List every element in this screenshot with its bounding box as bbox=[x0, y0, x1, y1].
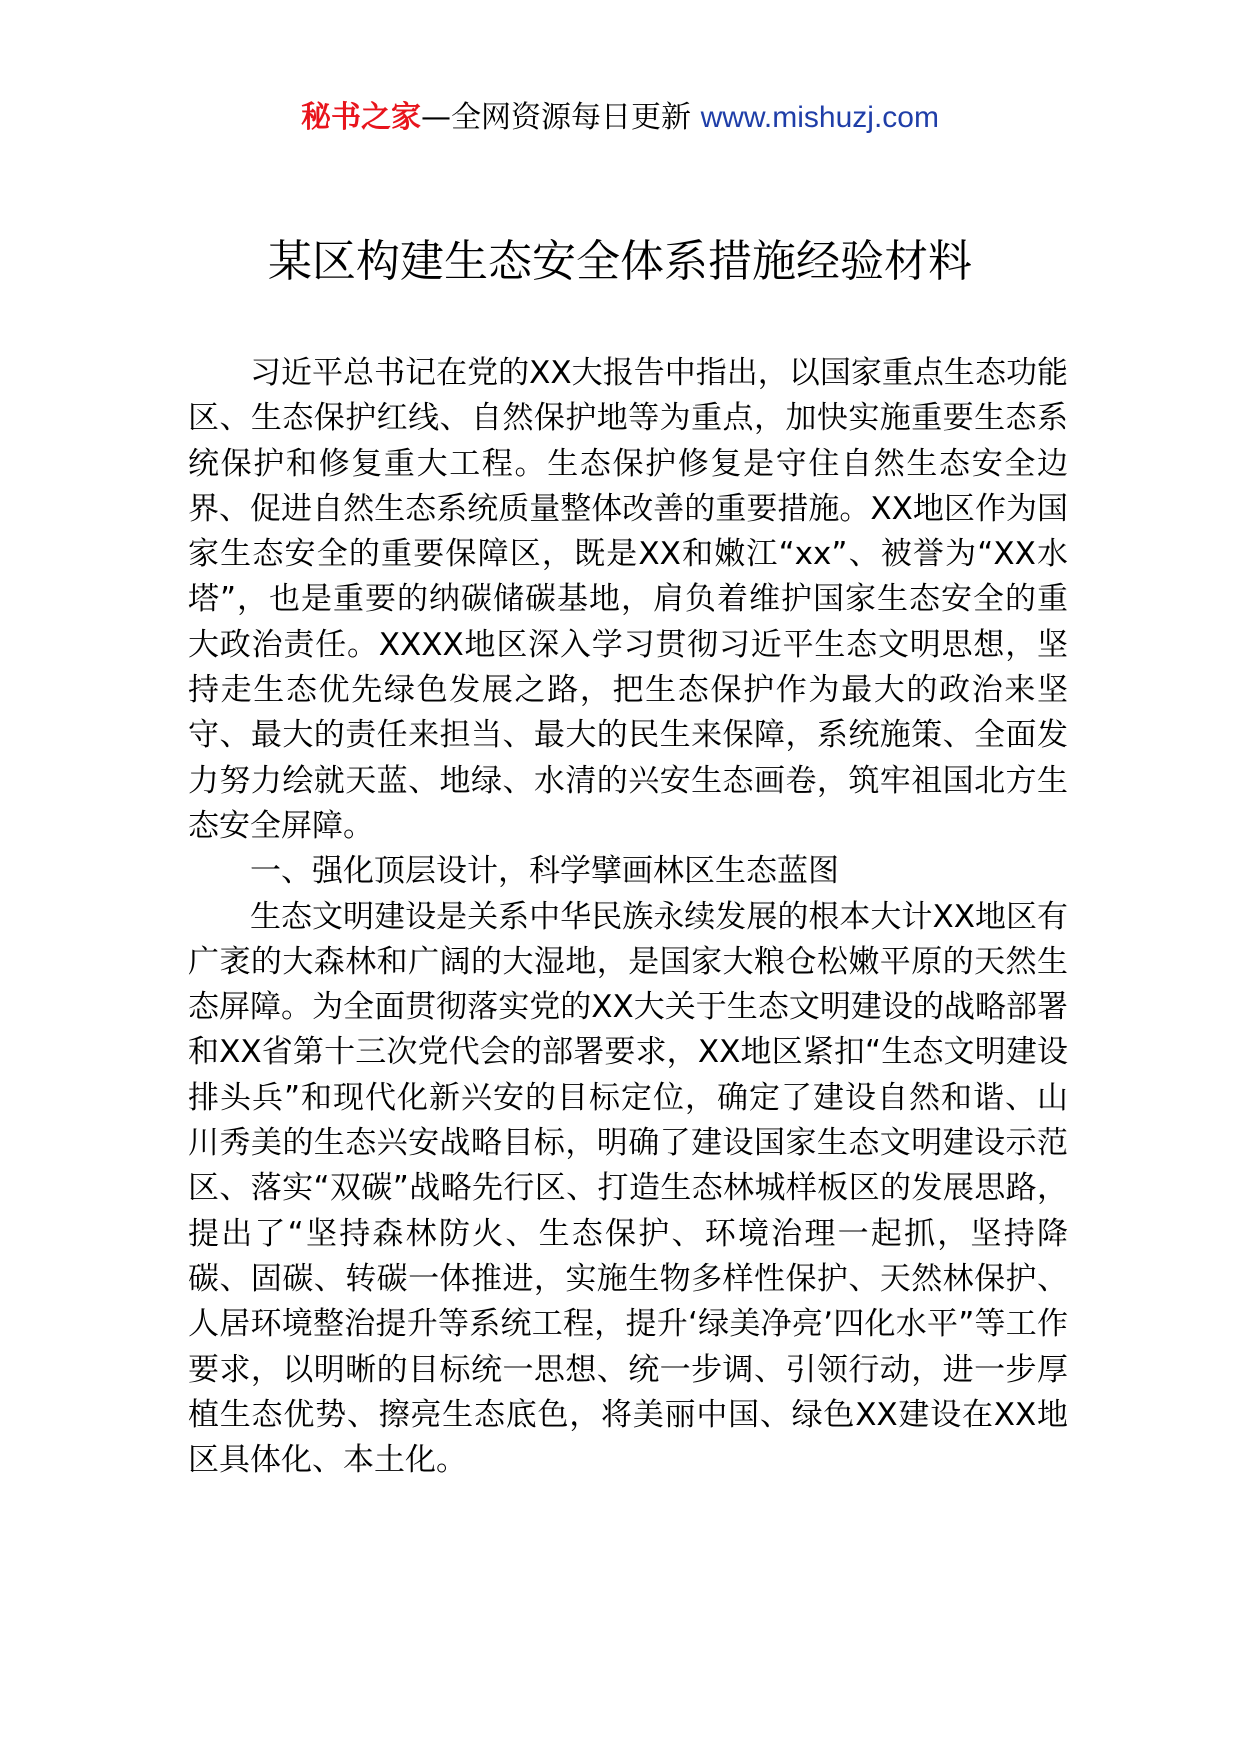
section-heading: 一、强化顶层设计，科学擘画林区生态蓝图 bbox=[250, 853, 839, 890]
intro-paragraph: 习近平总书记在党的XX大报告中指出，以国家重点生态功能区、生态保护红线、自然保护地等为重点，加快实施重要生态系统保护和修复重大工程。生态保护修复是守住自然生态安全边界、促进自然生态系统质量整体改善的重要措施。XX地区作为国家生态安全的重要保障区，既是XX和嫩江“xx”、被誉为“XX水塔”，也是重要的纳碳储碳基地，肩负着维护国家生态安全的重大政治责任。XXXX地区深入学习贯彻习近平生态文明思想，坚持走生态优先绿色发展之路，把生态保护作为最大的政治来坚守、最大的责任来担当、最大的民生来保障，系统施策、全面发力努力绘就天蓝、地绿、水清的兴安生态画卷，筑牢祖国北方生态安全屏障。 bbox=[188, 355, 1068, 844]
site-tagline: —全网资源每日更新 bbox=[421, 100, 692, 135]
document-title: 某区构建生态安全体系措施经验材料 bbox=[268, 236, 972, 287]
document-body bbox=[188, 351, 1068, 1483]
site-header bbox=[0, 98, 1240, 138]
site-url: www.mishuzj.com bbox=[700, 101, 939, 134]
site-brand: 秘书之家 bbox=[301, 100, 422, 135]
body-paragraph: 生态文明建设是关系中华民族永续发展的根本大计XX地区有广袤的大森林和广阔的大湿地，是国家大粮仓松嫩平原的天然生态屏障。为全面贯彻落实党的XX大关于生态文明建设的战略部署和XX省第十三次党代会的部署要求，XX地区紧扣“生态文明建设排头兵”和现代化新兴安的目标定位，确定了建设自然和谐、山川秀美的生态兴安战略目标，明确了建设国家生态文明建设示范区、落实“双碳”战略先行区、打造生态林城样板区的发展思路，提出了“坚持森林防火、生态保护、环境治理一起抓，坚持降碳、固碳、转碳一体推进，实施生物多样性保护、天然林保护、人居环境整治提升等系统工程，提升‘绿美净亮’四化水平”等工作要求，以明晰的目标统一思想、统一步调、引领行动，进一步厚植生态优势、擦亮生态底色，将美丽中国、绿色XX建设在XX地区具体化、本土化。 bbox=[188, 898, 1068, 1479]
